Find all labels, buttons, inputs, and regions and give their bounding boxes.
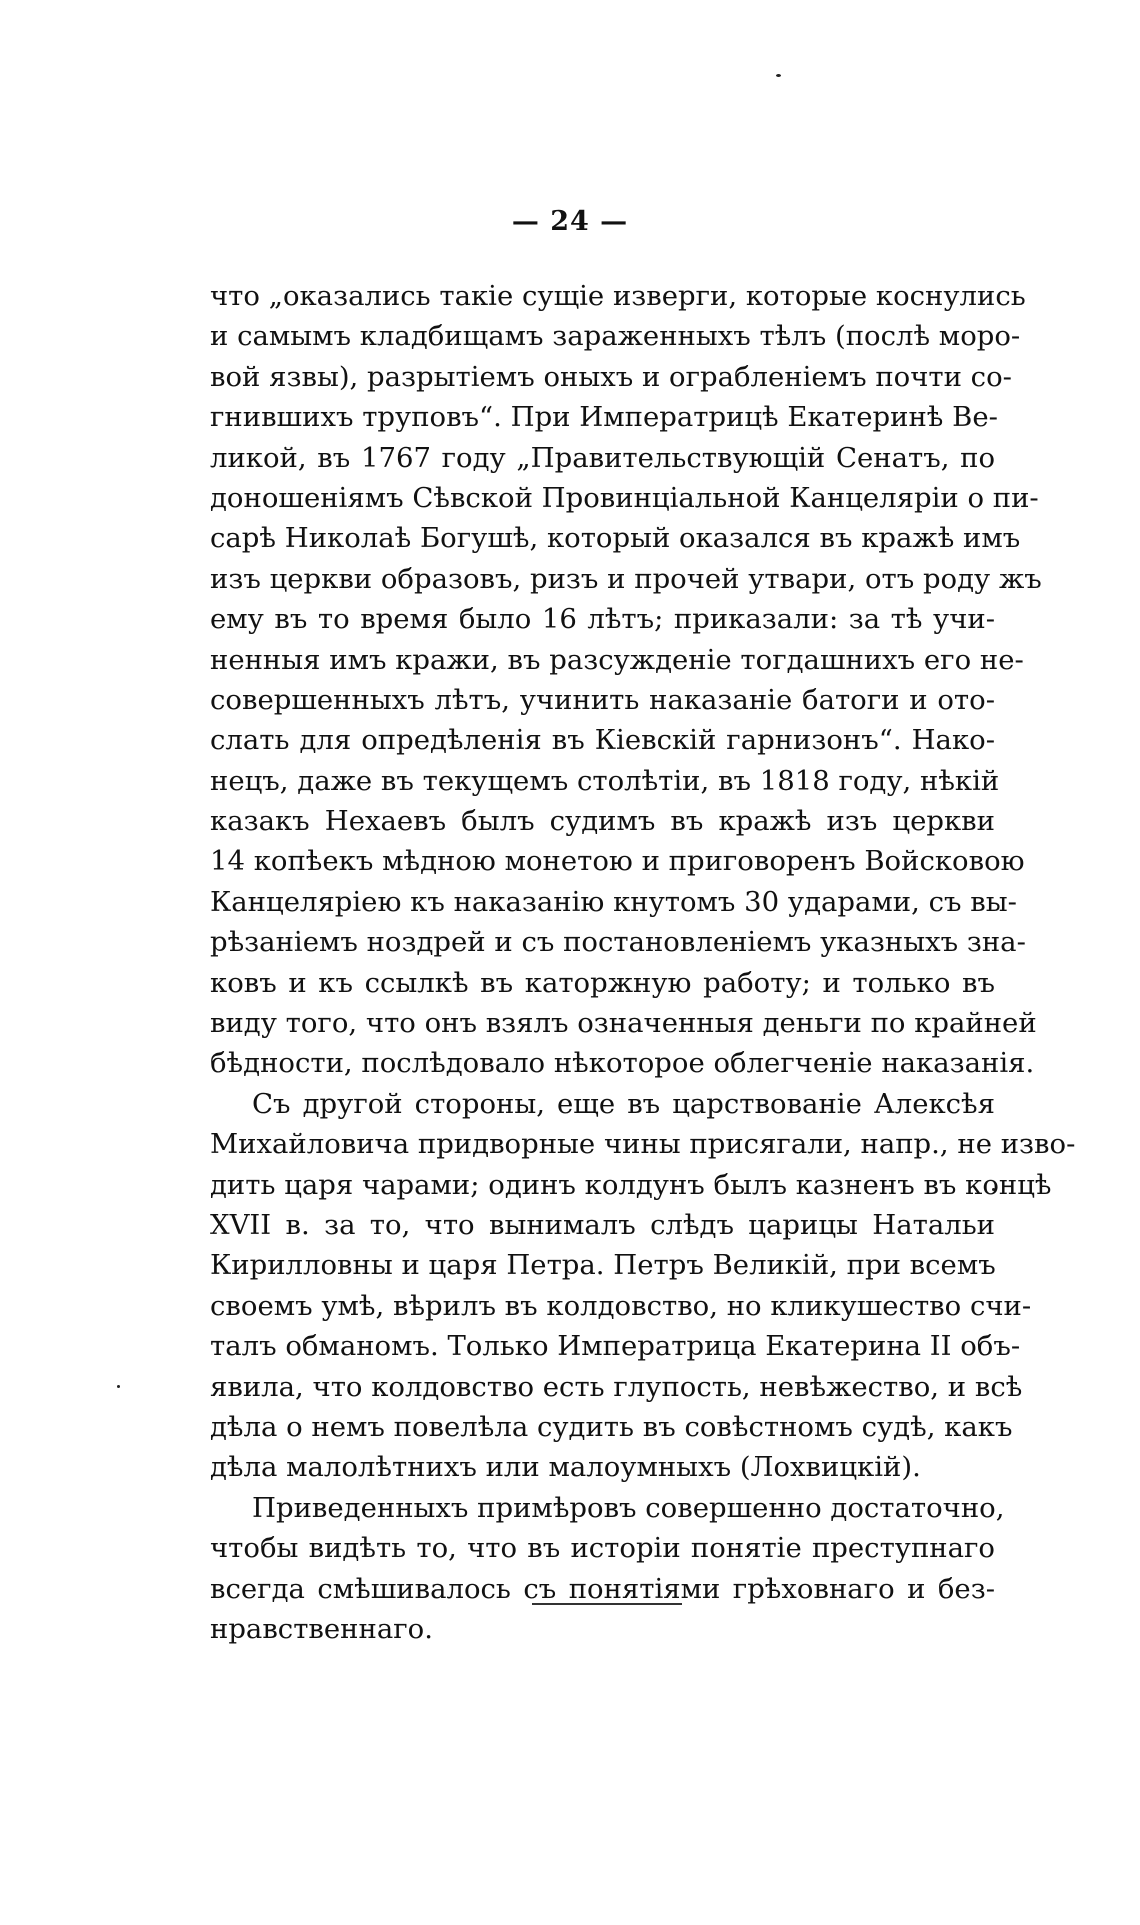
text-line: сарѣ Николаѣ Богушѣ, который оказался въ кражѣ имъ — [210, 522, 1021, 555]
text-line: ненныя имъ кражи, въ разсужденіе тогдашнихъ его не- — [210, 643, 1024, 676]
text-line: нецъ, даже въ текущемъ столѣтіи, въ 1818 году, нѣкій — [210, 764, 1000, 797]
text-line: бѣдности, послѣдовало нѣкоторое облегченіе наказанія. — [210, 1047, 1035, 1080]
body-text — [210, 276, 1076, 1649]
text-line: всегда смѣшивалось съ понятіями грѣховнаго и без- — [210, 1572, 995, 1605]
text-line: нравственнаго. — [210, 1612, 433, 1645]
end-rule — [532, 1603, 682, 1605]
text-line: рѣзаніемъ ноздрей и съ постановленіемъ указныхъ зна- — [210, 926, 1026, 959]
paragraph-2 — [210, 1084, 1076, 1488]
ink-speck — [117, 1385, 120, 1388]
text-line: и самымъ кладбищамъ зараженныхъ тѣлъ (послѣ моро- — [210, 320, 1021, 353]
text-line: гнившихъ труповъ“. При Императрицѣ Екатеринѣ Ве- — [210, 401, 998, 434]
paragraph-3 — [210, 1488, 1005, 1650]
text-line: Приведенныхъ примѣровъ совершенно достаточно, — [252, 1491, 1005, 1524]
text-line: ему въ то время было 16 лѣтъ; приказали: за тѣ учи- — [210, 603, 995, 636]
text-line: ковъ и къ ссылкѣ въ каторжную работу; и только въ — [210, 966, 995, 999]
text-line: Съ другой стороны, еще въ царствованіе Алексѣя — [252, 1087, 995, 1120]
text-line: талъ обманомъ. Только Императрица Екатерина II объ- — [210, 1330, 1021, 1363]
text-line: Канцеляріею къ наказанію кнутомъ 30 ударами, съ вы- — [210, 885, 1017, 918]
text-line: дить царя чарами; одинъ колдунъ былъ казненъ въ концѣ — [210, 1168, 1052, 1201]
text-line: вой язвы), разрытіемъ оныхъ и ограбленіемъ почти со- — [210, 360, 1012, 393]
text-line: что „оказались такіе сущіе изверги, которые коснулись — [210, 280, 1026, 312]
text-line: Кирилловны и царя Петра. Петръ Великій, при всемъ — [210, 1249, 996, 1282]
text-line: казакъ Нехаевъ былъ судимъ въ кражѣ изъ церкви — [210, 805, 995, 838]
text-line: доношеніямъ Сѣвской Провинціальной Канцеляріи о пи- — [210, 481, 1039, 514]
text-line: совершенныхъ лѣтъ, учинить наказаніе батоги и ото- — [210, 683, 995, 716]
text-line: явила, что колдовство есть глупость, невѣжество, и всѣ — [210, 1370, 1023, 1403]
text-line: своемъ умѣ, вѣрилъ въ колдовство, но кликушество счи- — [210, 1289, 1032, 1322]
text-line: виду того, что онъ взялъ означенныя деньги по крайней — [210, 1007, 1037, 1040]
ink-speck — [776, 74, 781, 77]
paragraph-1 — [210, 276, 1042, 1084]
text-line: ликой, въ 1767 году „Правительствующій Сенатъ, по — [210, 441, 995, 474]
text-line: слать для опредѣленія въ Кіевскій гарнизонъ“. Нако- — [210, 724, 995, 757]
page-number: — 24 — — [511, 206, 629, 237]
text-line: XVII в. за то, что вынималъ слѣдъ царицы Натальи — [210, 1208, 995, 1241]
text-line: 14 копѣекъ мѣдною монетою и приговоренъ Войсковою — [210, 845, 1025, 878]
text-line: изъ церкви образовъ, ризъ и прочей утвари, отъ роду жъ — [210, 562, 1042, 595]
text-line: дѣла малолѣтнихъ или малоумныхъ (Лохвицкій). — [210, 1451, 921, 1484]
text-line: дѣла о немъ повелѣла судить въ совѣстномъ судѣ, какъ — [210, 1410, 1013, 1443]
text-line: чтобы видѣть то, что въ исторіи понятіе преступнаго — [210, 1532, 995, 1565]
text-line: Михайловича придворные чины присягали, напр., не изво- — [210, 1128, 1076, 1161]
